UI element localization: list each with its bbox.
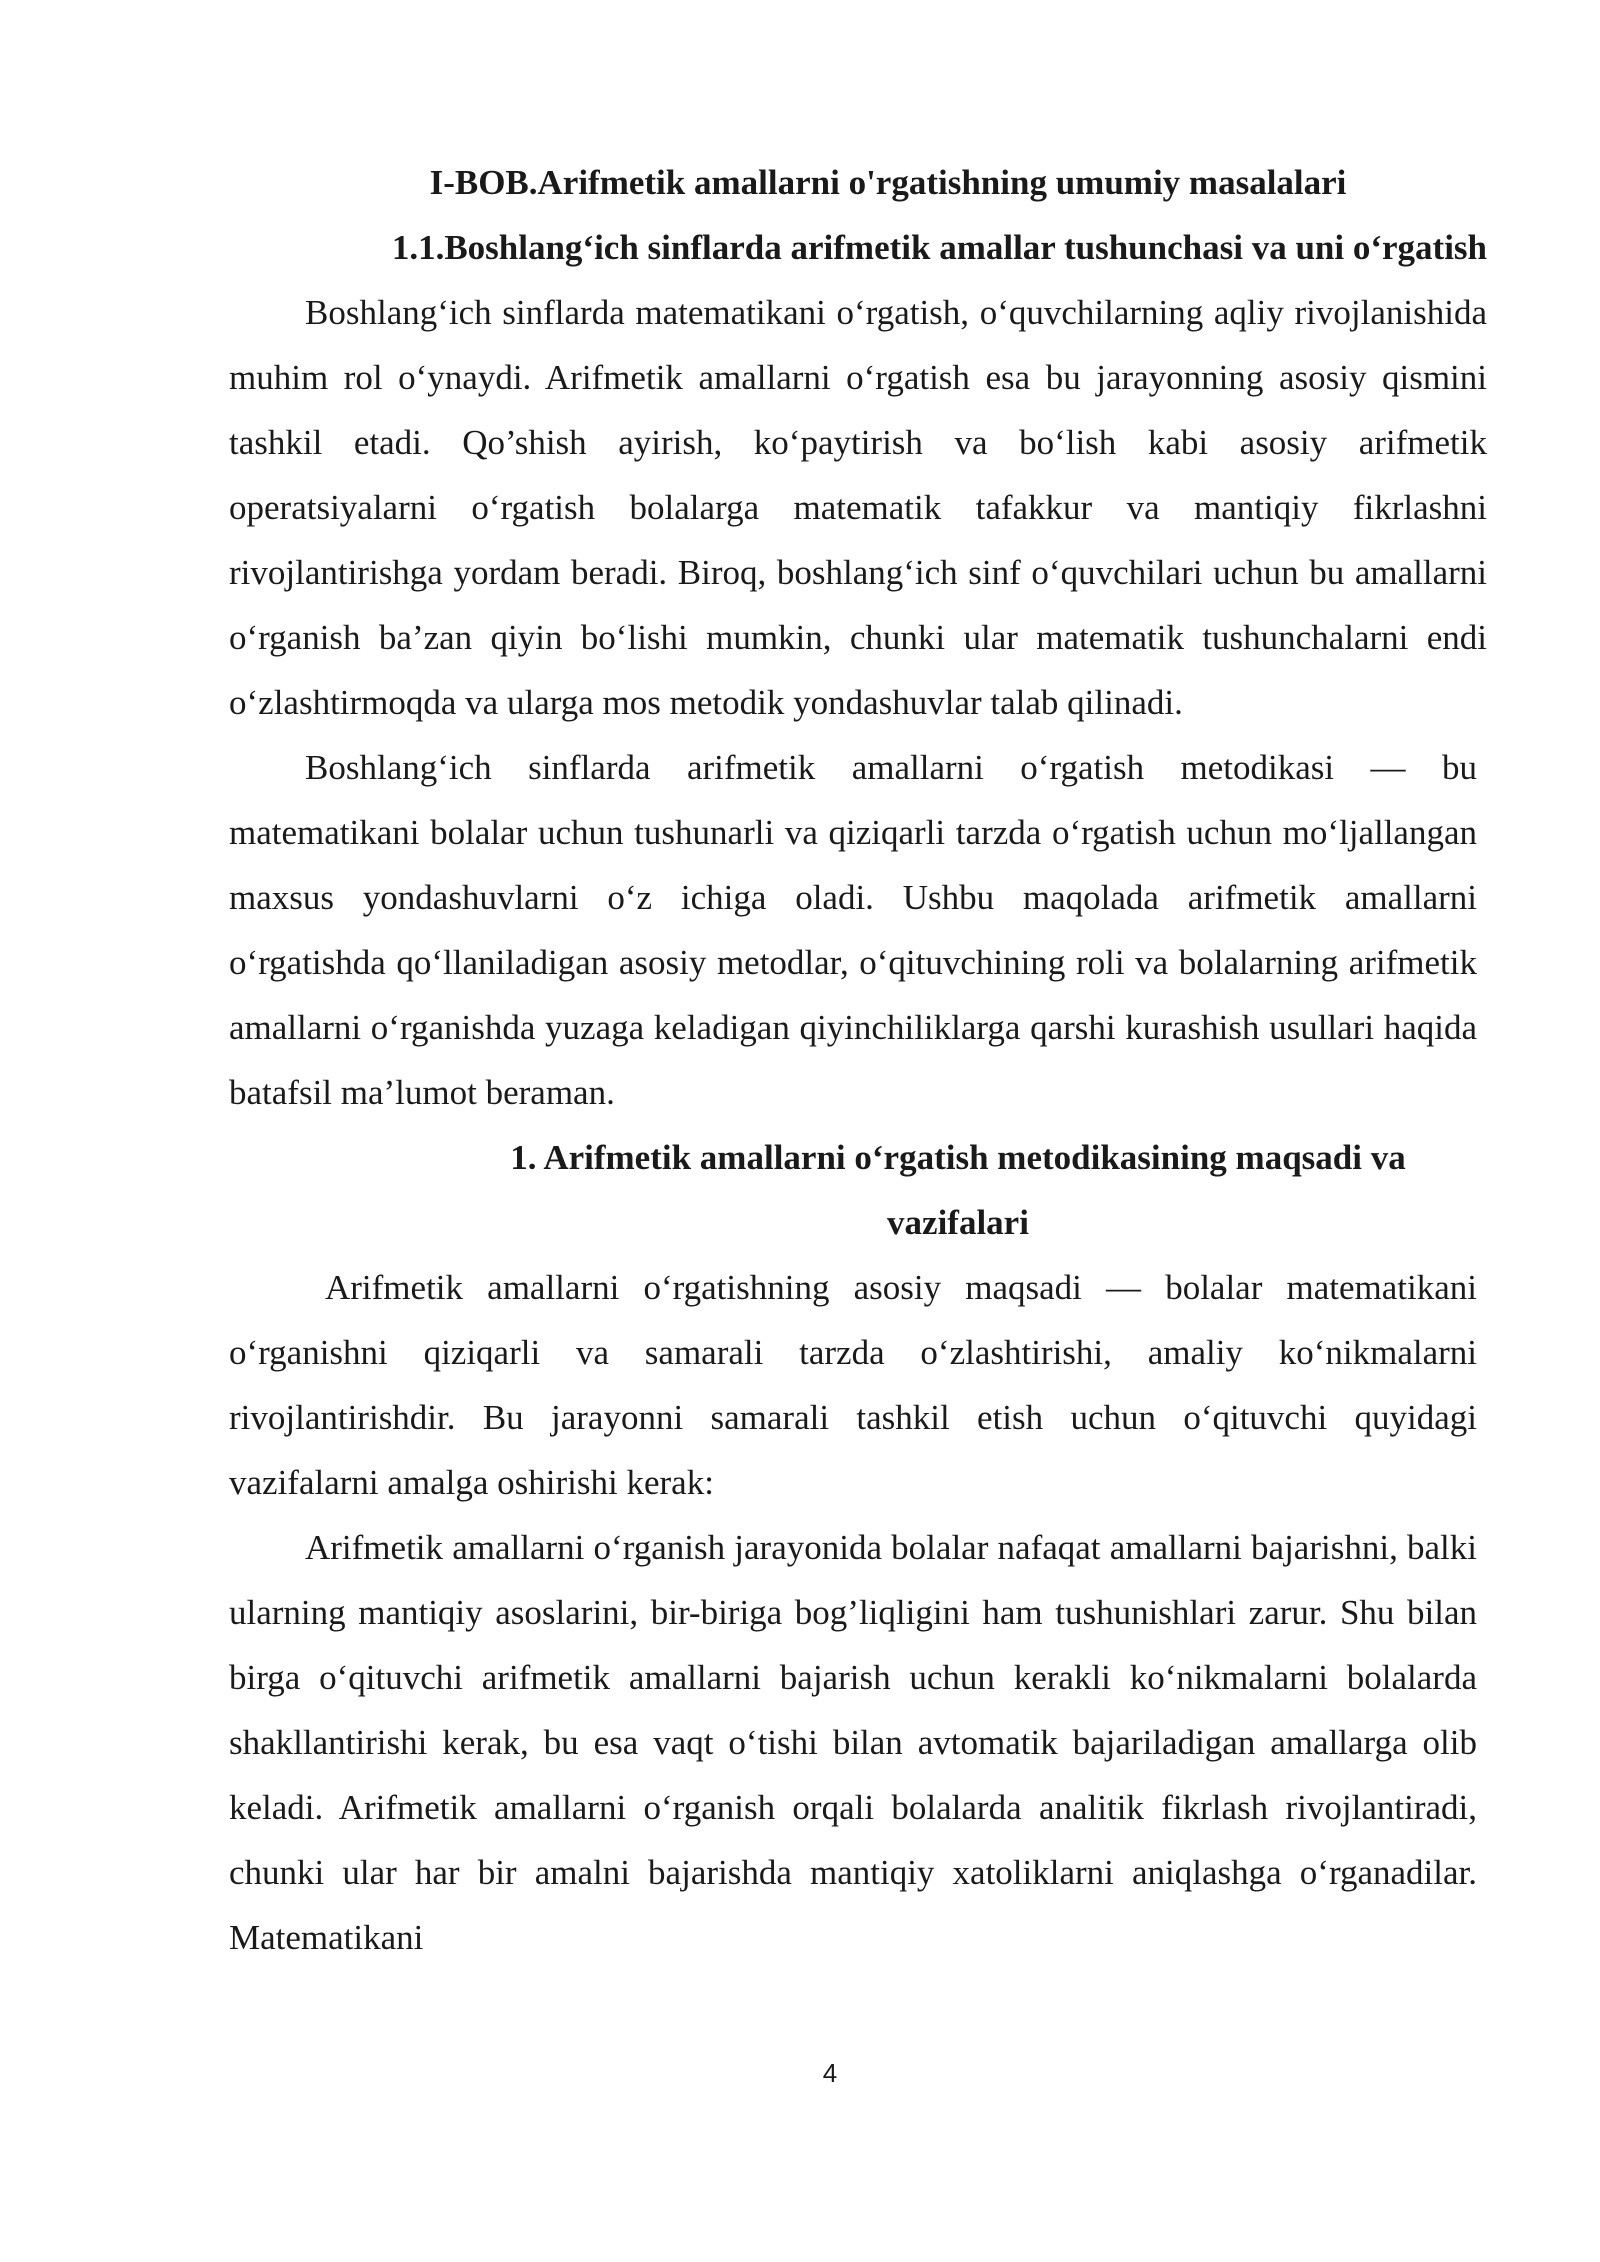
paragraph-methodology: Boshlang‘ich sinflarda arifmetik amallarni o‘rgatish metodikasi — bu matematikani bolalar uchun tushunarli va qiziqarli tarzda o‘rgatish uchun mo‘ljallangan maxsus yondashuvlarni o‘z ichiga oladi. Ushbu maqolada arifmetik amallarni o‘rgatishda qo‘llaniladigan asosiy metodlar, o‘qituvchining roli va bolalarning arifmetik amallarni o‘rganishda yuzaga keladigan qiyinchiliklarga qarshi kurashish usullari haqida batafsil ma’lumot beraman. bbox=[229, 748, 1477, 1112]
paragraph-goal: Arifmetik amallarni o‘rgatishning asosiy maqsadi — bolalar matematikani o‘rganishni qiziqarli va samarali tarzda o‘zlashtirishi, amaliy ko‘nikmalarni rivojlantirishdir. Bu jarayonni samarali tashkil etish uchun o‘qituvchi quyidagi vazifalarni amalga oshirishi kerak: bbox=[229, 1268, 1477, 1502]
subsection-title: 1. Arifmetik amallarni o‘rgatish metodikasining maqsadi va vazifalari bbox=[510, 1138, 1406, 1242]
paragraph-learning: Arifmetik amallarni o‘rganish jarayonida bolalar nafaqat amallarni bajarishni, balki ularning mantiqiy asoslarini, bir-biriga bog’liqligini ham tushunishlari zarur. Shu bilan birga o‘qituvchi arifmetik amallarni bajarish uchun kerakli ko‘nikmalarni bolalarda shakllantirishi kerak, bu esa vaqt o‘tishi bilan avtomatik bajariladigan amallarga olib keladi. Arifmetik amallarni o‘rganish orqali bolalarda analitik fikrlash rivojlantiradi, chunki ular har bir amalni bajarishda mantiqiy xatoliklarni aniqlashga o‘rganadilar. Matematikani bbox=[229, 1528, 1477, 1957]
document-page bbox=[229, 150, 1487, 1970]
paragraph-intro: Boshlang‘ich sinflarda matematikani o‘rgatish, o‘quvchilarning aqliy rivojlanishida muhim rol o‘ynaydi. Arifmetik amallarni o‘rgatish esa bu jarayonning asosiy qismini tashkil etadi. Qo’shish ayirish, ko‘paytirish va bo‘lish kabi asosiy arifmetik operatsiyalarni o‘rgatish bolalarga matematik tafakkur va mantiqiy fikrlashni rivojlantirishga yordam beradi. Biroq, boshlang‘ich sinf o‘quvchilari uchun bu amallarni o‘rganish ba’zan qiyin bo‘lishi mumkin, chunki ular matematik tushunchalarni endi o‘zlashtirmoqda va ularga mos metodik yondashuvlar talab qilinadi. bbox=[229, 293, 1487, 722]
chapter-title: I-BOB.Arifmetik amallarni o'rgatishning umumiy masalalari bbox=[429, 163, 1347, 202]
page-number: 4 bbox=[822, 2058, 838, 2088]
section-title: 1.1.Boshlang‘ich sinflarda arifmetik amallar tushunchasi va uni o‘rgatish bbox=[391, 228, 1487, 267]
